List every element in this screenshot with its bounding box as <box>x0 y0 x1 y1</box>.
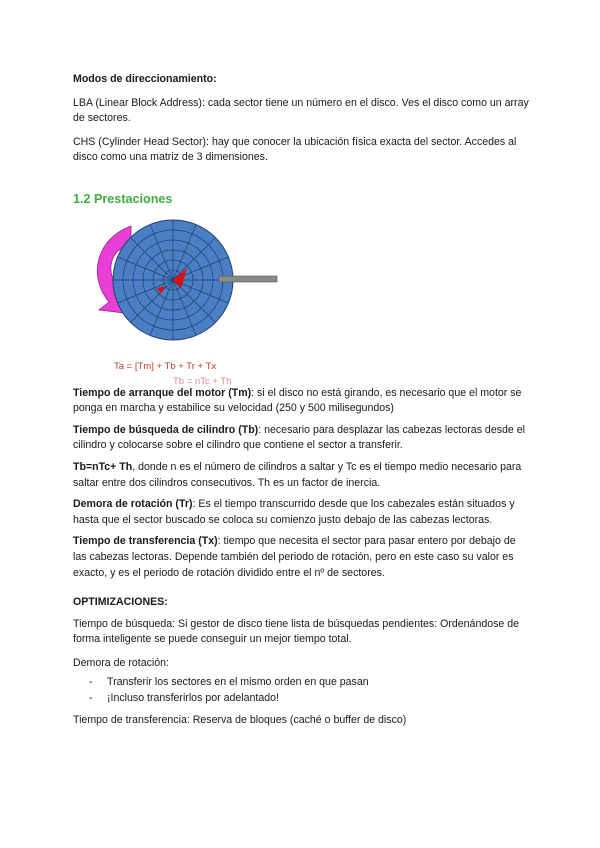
def-tx: Tiempo de transferencia (Tx): tiempo que necesita el sector para pasar entero por debajo de las cabezas lectoras. Depende también del periodo de rotación, pero en este caso su valor es exacto, y es el periodo de rotación dividido entre el nº de sectores. <box>73 535 516 579</box>
chs-paragraph: CHS (Cylinder Head Sector): hay que conocer la ubicación física exacta del sector. Accedes al disco como una matriz de 3 dimensiones. <box>73 135 517 164</box>
section-title: 1.2 Prestaciones <box>73 191 173 206</box>
disk-figure <box>69 216 309 386</box>
list-item: - ¡Incluso transferirlos por adelantado! <box>89 692 279 705</box>
opt-demora-list <box>73 675 531 706</box>
read-head-arm <box>219 276 277 282</box>
list-item: - Transferir los sectores en el mismo orden en que pasan <box>89 676 369 689</box>
disk-diagram <box>69 216 309 356</box>
def-tb: Tiempo de búsqueda de cilindro (Tb): necesario para desplazar las cabezas lectoras desde el cilindro y colocarse sobre el cilindro que contiene el sector a transferir. <box>73 423 525 452</box>
optimizations-title: OPTIMIZACIONES: <box>73 596 168 609</box>
opt-busqueda: Tiempo de búsqueda: Si gestor de disco tiene lista de búsquedas pendientes: Ordenándose de forma inteligente se puede conseguir un mejor tiempo total. <box>73 617 520 646</box>
def-tr: Demora de rotación (Tr): Es el tiempo transcurrido desde que los cabezales están situados y hasta que el sector buscado se coloca su comienzo justo debajo de las cabezas lectoras. <box>73 498 515 526</box>
opt-transferencia: Tiempo de transferencia: Reserva de bloques (caché o buffer de disco) <box>73 713 407 726</box>
def-tm: Tiempo de arranque del motor (Tm): si el disco no está girando, es necesario que el motor se ponga en marcha y estabilice su velocidad (250 y 500 milisegundos) <box>73 386 522 415</box>
lba-paragraph: LBA (Linear Block Address): cada sector tiene un número en el disco. Ves el disco como un array de sectores. <box>73 96 529 125</box>
def-tb-formula: Tb=nTc+ Th, donde n es el número de cilindros a saltar y Tc es el tiempo medio necesario para saltar entre dos cilindros consecutivos. Th es un factor de inercia. <box>73 460 522 489</box>
opt-demora: Demora de rotación: <box>73 656 169 669</box>
document-page <box>73 72 531 736</box>
addressing-modes-title: Modos de direccionamiento: <box>73 73 217 85</box>
formula-ta: Ta = [Tm] + Tb + Tr + Tx <box>114 360 217 372</box>
formula-tb: Tb = nTc + Th <box>173 375 232 387</box>
